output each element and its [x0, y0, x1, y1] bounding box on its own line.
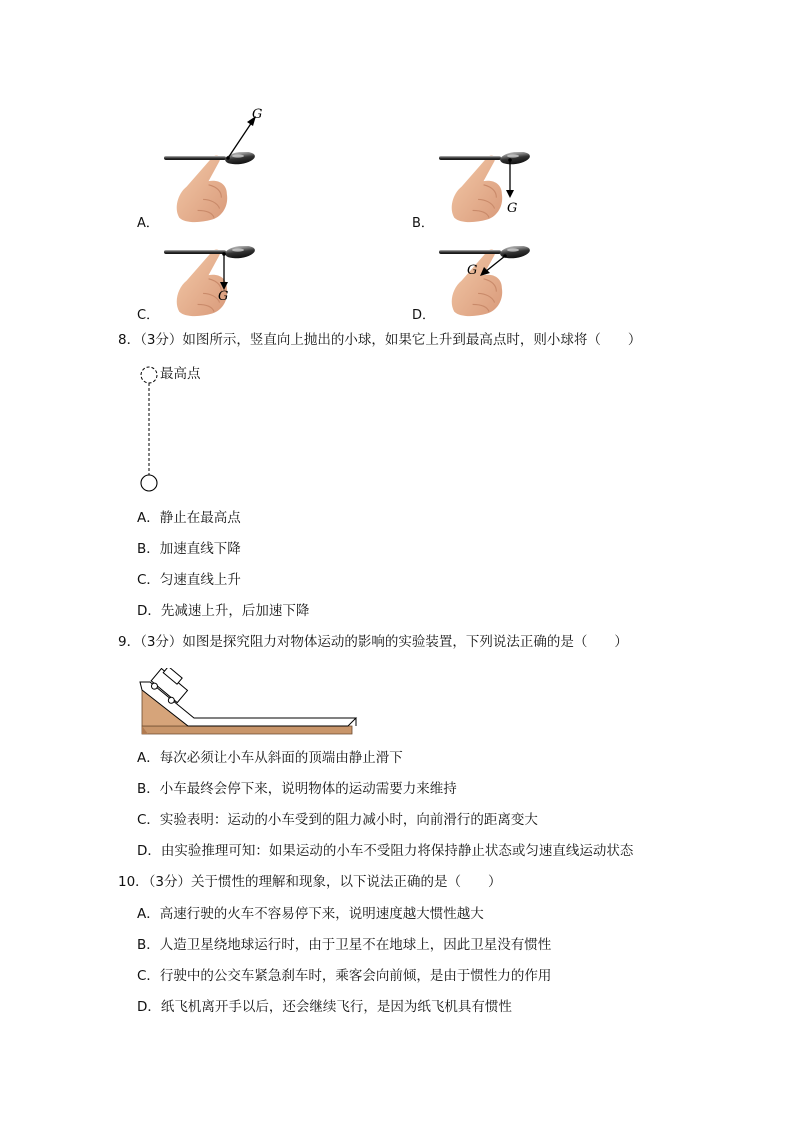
force-label: G [252, 107, 263, 122]
q10-option-c[interactable]: C．行驶中的公交车紧急刹车时，乘客会向前倾，是由于惯性力的作用 [137, 968, 552, 984]
q8-option-c[interactable]: C．匀速直线上升 [137, 572, 241, 588]
q9-option-a[interactable]: A．每次必须让小车从斜面的顶端由静止滑下 [137, 750, 403, 766]
q9-stem: 9．（3分）如图是探究阻力对物体运动的影响的实验装置，下列说法正确的是（ ） [118, 634, 628, 650]
q10-option-d[interactable]: D．纸飞机离开手以后，还会继续飞行，是因为纸飞机具有惯性 [137, 999, 512, 1015]
q8-option-b[interactable]: B．加速直线下降 [137, 541, 241, 557]
q10-option-b[interactable]: B．人造卫星绕地球运行时，由于卫星不在地球上，因此卫星没有惯性 [137, 937, 552, 953]
force-label: G [218, 289, 229, 304]
q8-stem: 8．（3分）如图所示，竖直向上抛出的小球，如果它上升到最高点时，则小球将（ ） [118, 332, 642, 348]
table-base [142, 726, 352, 734]
spoon-on-finger-figure [435, 236, 555, 326]
spoon-on-finger-figure [160, 236, 280, 326]
spoon-on-finger-figure [160, 100, 280, 230]
option-letter: A． [137, 216, 159, 231]
q9-option-c[interactable]: C．实验表明：运动的小车受到的阻力减小时，向前滑行的距离变大 [137, 812, 538, 828]
option-letter: B． [412, 216, 434, 231]
q8-option-d[interactable]: D．先减速上升，后加速下降 [137, 603, 310, 619]
option-letter: D． [412, 308, 436, 323]
highest-point-ball [141, 367, 157, 383]
ball [141, 475, 157, 491]
arrow-head-icon [506, 190, 514, 198]
force-label: G [467, 263, 478, 278]
q10-stem: 10．（3分）关于惯性的理解和现象，以下说法正确的是（ ） [118, 874, 502, 890]
force-label: G [507, 201, 518, 216]
q9-option-b[interactable]: B．小车最终会停下来，说明物体的运动需要力来维持 [137, 781, 457, 797]
q10-option-a[interactable]: A．高速行驶的火车不容易停下来，说明速度越大惯性越大 [137, 906, 484, 922]
ball-trajectory-figure [136, 362, 226, 496]
highest-point-label: 最高点 [160, 366, 201, 382]
option-letter: C． [137, 308, 160, 323]
inclined-plane-apparatus-figure [136, 668, 362, 736]
spoon-on-finger-figure [435, 140, 555, 230]
q9-option-d[interactable]: D．由实验推理可知：如果运动的小车不受阻力将保持静止状态或匀速直线运动状态 [137, 843, 634, 859]
q8-option-a[interactable]: A．静止在最高点 [137, 510, 241, 526]
